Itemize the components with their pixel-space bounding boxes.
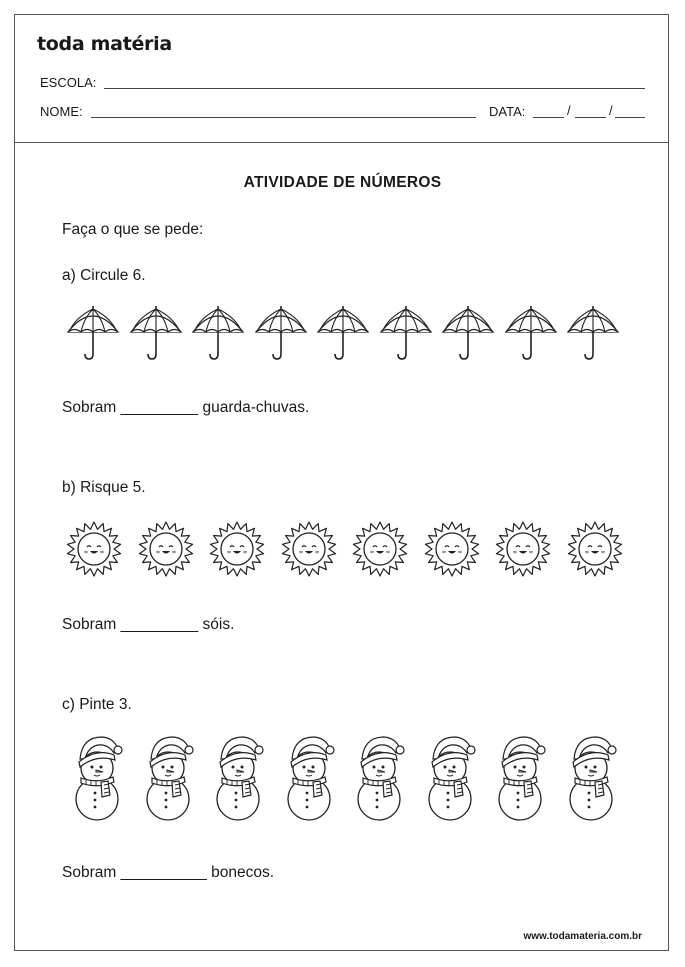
umbrella-icon[interactable] — [254, 306, 308, 362]
answer-prefix: Sobram — [62, 616, 117, 633]
snowman-icon[interactable] — [139, 731, 197, 823]
umbrella-icon[interactable] — [441, 306, 495, 362]
prompt-b: b) Risque 5. — [62, 479, 146, 496]
answer-a — [62, 399, 309, 417]
escola-label: ESCOLA: — [40, 75, 97, 90]
nome-field[interactable] — [91, 117, 476, 118]
answer-c — [62, 864, 274, 882]
footer-url: www.todamateria.com.br — [523, 931, 642, 942]
umbrella-icon[interactable] — [566, 306, 620, 362]
snowman-icon[interactable] — [421, 731, 479, 823]
answer-blank[interactable]: _________ — [120, 399, 199, 416]
sun-row — [0, 515, 685, 583]
sun-icon[interactable] — [209, 521, 265, 577]
answer-prefix: Sobram — [62, 864, 117, 881]
umbrella-icon[interactable] — [316, 306, 370, 362]
header-divider — [14, 142, 669, 143]
sun-icon[interactable] — [495, 521, 551, 577]
umbrella-icon[interactable] — [191, 306, 245, 362]
answer-blank[interactable]: _________ — [120, 616, 199, 633]
snowman-icon[interactable] — [491, 731, 549, 823]
page-title: ATIVIDADE DE NÚMEROS — [243, 174, 442, 191]
snowman-row — [0, 731, 685, 823]
nome-label: NOME: — [40, 104, 83, 119]
sun-icon[interactable] — [281, 521, 337, 577]
instruction-text: Faça o que se pede: — [62, 221, 204, 238]
brand-logo: toda matéria — [37, 33, 172, 55]
snowman-icon[interactable] — [68, 731, 126, 823]
sun-icon[interactable] — [138, 521, 194, 577]
sun-icon[interactable] — [424, 521, 480, 577]
umbrella-icon[interactable] — [129, 306, 183, 362]
answer-b — [62, 616, 234, 634]
sun-icon[interactable] — [567, 521, 623, 577]
umbrella-icon[interactable] — [379, 306, 433, 362]
prompt-c: c) Pinte 3. — [62, 696, 132, 713]
answer-blank[interactable]: __________ — [120, 864, 207, 881]
date-separator: / — [609, 103, 613, 118]
answer-suffix: sóis. — [202, 616, 235, 633]
answer-suffix: guarda-chuvas. — [202, 399, 310, 416]
snowman-icon[interactable] — [562, 731, 620, 823]
umbrella-row — [0, 302, 685, 362]
answer-suffix: bonecos. — [211, 864, 275, 881]
snowman-icon[interactable] — [280, 731, 338, 823]
escola-field[interactable] — [104, 88, 645, 89]
answer-prefix: Sobram — [62, 399, 117, 416]
sun-icon[interactable] — [352, 521, 408, 577]
date-month-field[interactable] — [575, 117, 606, 118]
snowman-icon[interactable] — [209, 731, 267, 823]
date-day-field[interactable] — [533, 117, 564, 118]
date-year-field[interactable] — [615, 117, 645, 118]
prompt-a: a) Circule 6. — [62, 267, 146, 284]
umbrella-icon[interactable] — [504, 306, 558, 362]
umbrella-icon[interactable] — [66, 306, 120, 362]
date-separator: / — [567, 103, 571, 118]
snowman-icon[interactable] — [350, 731, 408, 823]
data-label: DATA: — [489, 104, 526, 119]
sun-icon[interactable] — [66, 521, 122, 577]
